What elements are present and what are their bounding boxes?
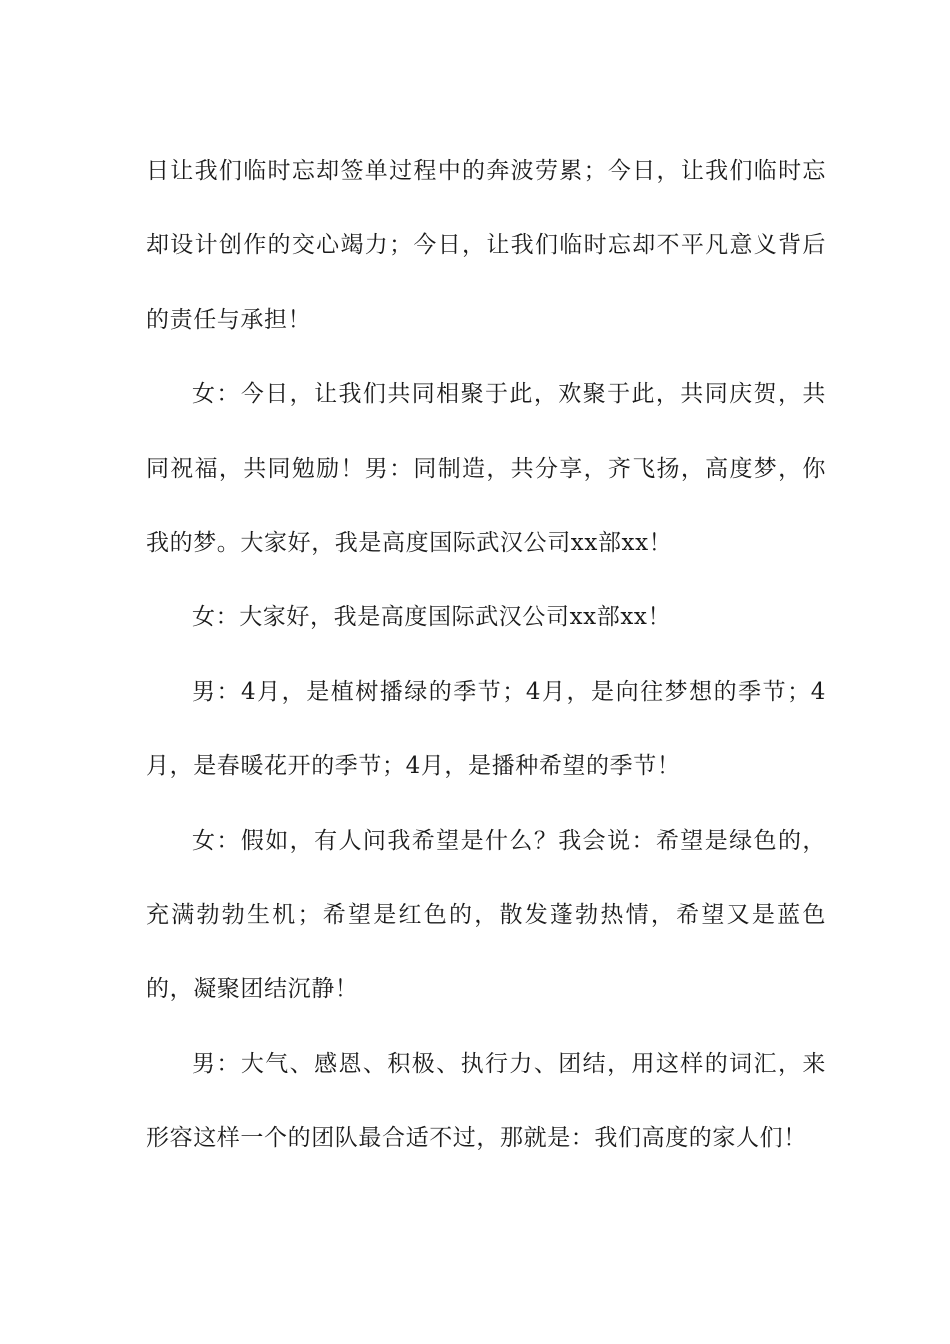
paragraph-1: 日让我们临时忘却签单过程中的奔波劳累；今日，让我们临时忘却设计创作的交心竭力；今日，让我们临时忘却不平凡意义背后的责任与承担！ [146, 158, 826, 333]
paragraph-5: 女：假如，有人问我希望是什么？我会说：希望是绿色的，充满勃勃生机；希望是红色的，散发蓬勃热情，希望又是蓝色的，凝聚团结沉静！ [146, 827, 826, 1003]
paragraph-3: 女：大家好，我是高度国际武汉公司xx部xx！ [192, 604, 672, 631]
document-body [146, 134, 826, 1176]
paragraph-2: 女：今日，让我们共同相聚于此，欢聚于此，共同庆贺，共同祝福，共同勉励！男：同制造，共分享，齐飞扬，高度梦，你我的梦。大家好，我是高度国际武汉公司xx部xx！ [146, 381, 826, 557]
paragraph-4: 男：4月，是植树播绿的季节；4月，是向往梦想的季节；4月，是春暖花开的季节；4月，是播种希望的季节！ [146, 678, 826, 780]
paragraph-6: 男：大气、感恩、积极、执行力、团结，用这样的词汇，来形容这样一个的团队最合适不过，那就是：我们高度的家人们！ [146, 1050, 826, 1152]
